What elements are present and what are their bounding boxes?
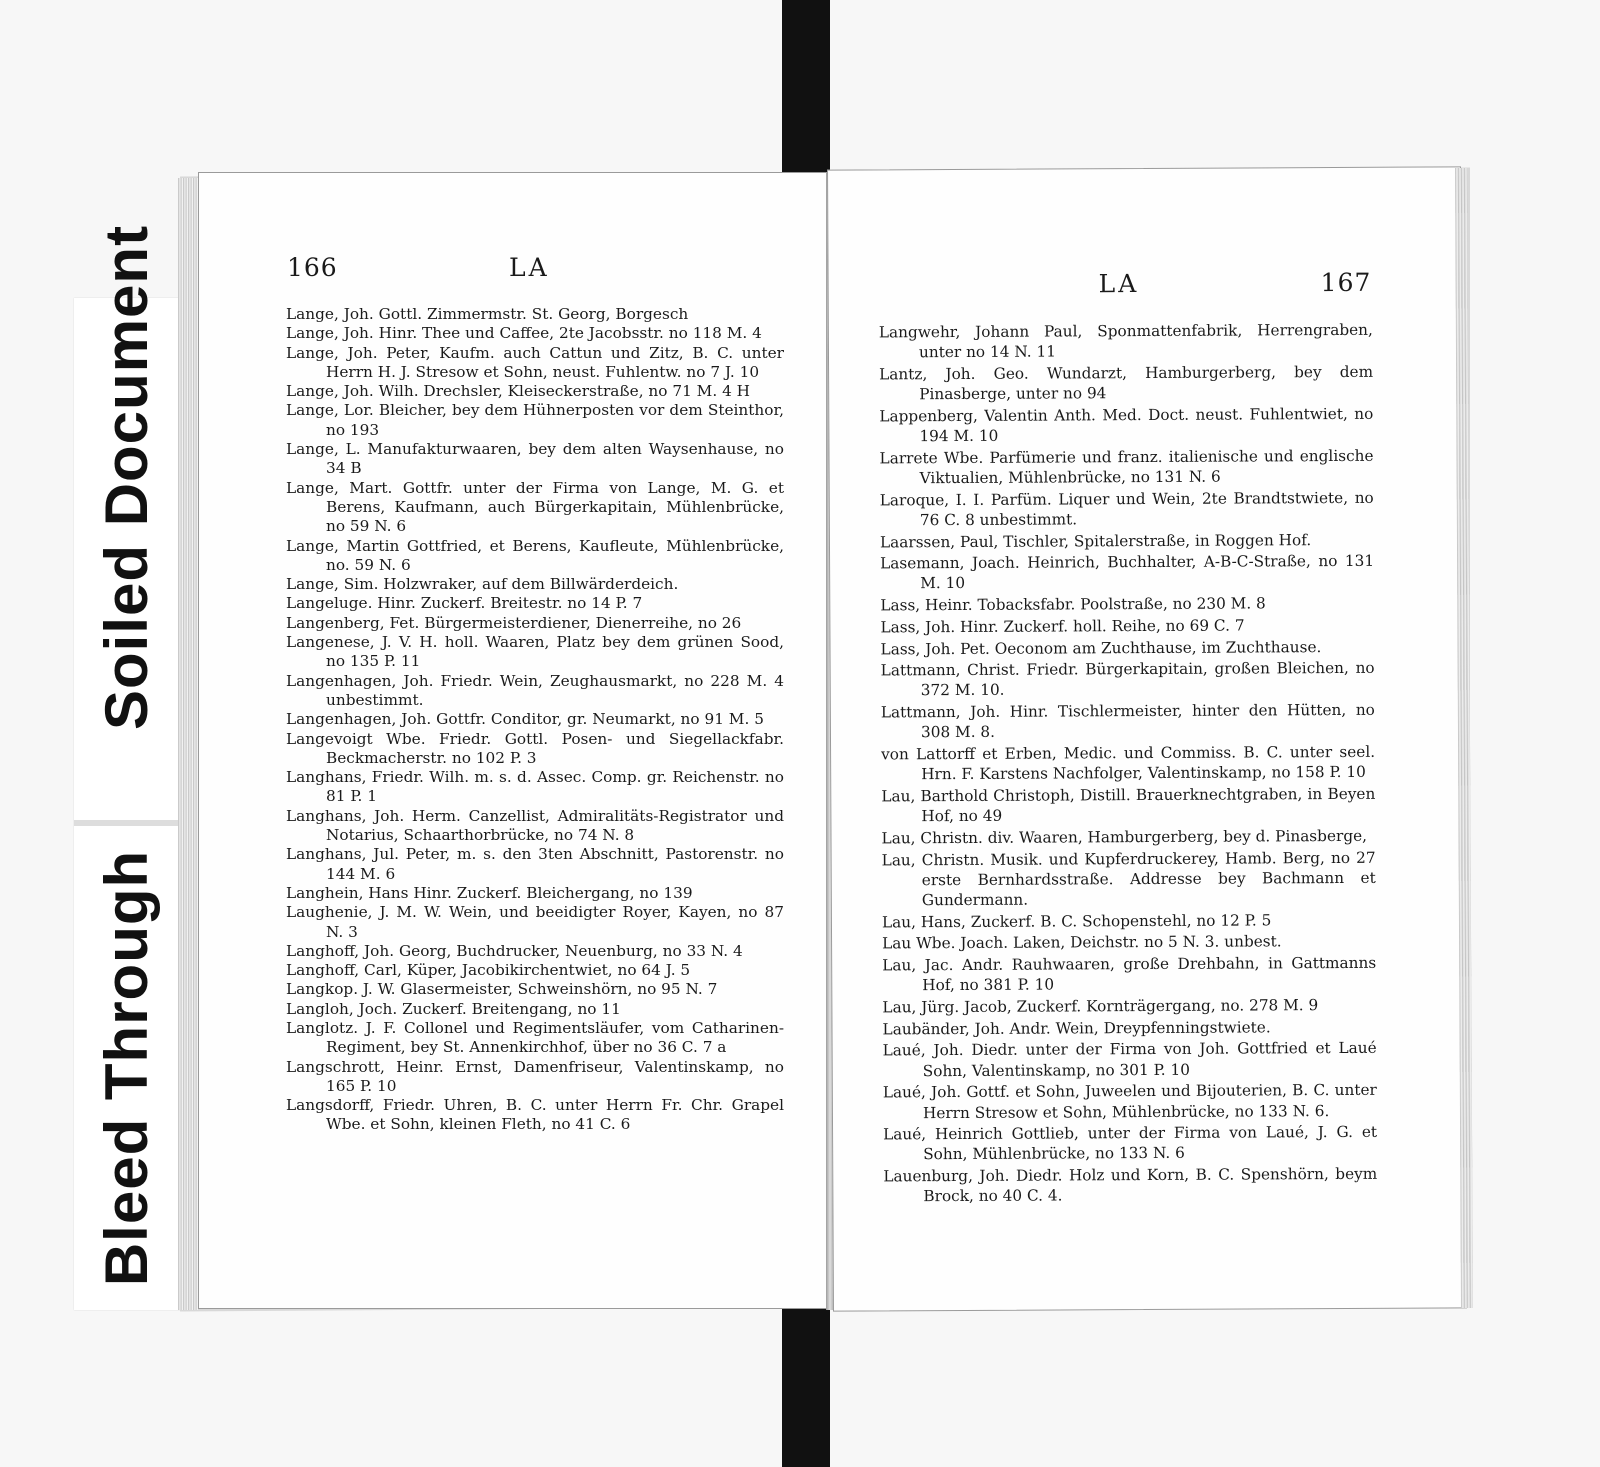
- directory-entry: Lange, Joh. Gottl. Zimmermstr. St. Georg, Borgesch: [286, 305, 689, 323]
- directory-entry: Langhans, Joh. Herm. Canzellist, Admiralitäts-Registrator und Notarius, Schaarthorbrücke, no 74 N. 8: [286, 806, 784, 845]
- binding-clip-bottom: [782, 1290, 830, 1467]
- directory-entry: Laué, Joh. Gottf. et Sohn, Juweelen und Bijouterien, B. C. unter Herrn Stresow et Sohn, Mühlenbrücke, no 133 N. 6.: [882, 1081, 1377, 1122]
- left-page-number: 166: [287, 253, 338, 282]
- directory-entry: Laubänder, Joh. Andr. Wein, Dreypfenningstwiete.: [882, 1018, 1271, 1039]
- directory-entry: Langsdorff, Friedr. Uhren, B. C. unter Herrn Fr. Chr. Grapel Wbe. et Sohn, kleinen Fleth, no 41 C. 6: [286, 1096, 784, 1134]
- directory-entry: Lau, Christn. Musik. und Kupferdruckerey, Hamb. Berg, no 27 erste Bernhardsstraße. Addresse bey Bachmann et Gundermann.: [881, 848, 1376, 910]
- directory-entry: Lattmann, Joh. Hinr. Tischlermeister, hinter den Hütten, no 308 M. 8.: [880, 700, 1375, 742]
- right-page-header: LA: [1098, 269, 1140, 299]
- left-entries: [286, 305, 784, 1135]
- directory-entry: Laarssen, Paul, Tischler, Spitalerstraße, in Roggen Hof.: [879, 530, 1312, 551]
- directory-entry: Lantz, Joh. Geo. Wundarzt, Hamburgerberg, bey dem Pinasberge, unter no 94: [879, 362, 1374, 404]
- directory-entry: von Lattorff et Erben, Medic. und Commiss. B. C. unter seel. Hrn. F. Karstens Nachfolger, Valentinskamp, no 158 P. 10: [881, 742, 1376, 784]
- directory-entry: Lange, Joh. Hinr. Thee und Caffee, 2te Jacobsstr. no 118 M. 4: [286, 324, 762, 343]
- directory-entry: Laughenie, J. M. W. Wein, und beeidigter Royer, Kayen, no 87 N. 3: [286, 903, 784, 941]
- directory-entry: Lange, L. Manufakturwaaren, bey dem alten Waysenhause, no 34 B: [286, 440, 784, 478]
- directory-entry: Langhoff, Carl, Küper, Jacobikirchentwiet, no 64 J. 5: [286, 961, 691, 980]
- directory-entry: Langeluge. Hinr. Zuckerf. Breitestr. no 14 P. 7: [286, 594, 643, 613]
- directory-entry: Lau, Barthold Christoph, Distill. Brauerknechtgraben, in Beyen Hof, no 49: [881, 784, 1376, 826]
- directory-entry: Lau, Jac. Andr. Rauhwaaren, große Drehbahn, in Gattmanns Hof, no 381 P. 10: [882, 953, 1377, 995]
- directory-entry: Langhein, Hans Hinr. Zuckerf. Bleichergang, no 139: [286, 883, 693, 902]
- directory-entry: Lange, Joh. Wilh. Drechsler, Kleiseckerstraße, no 71 M. 4 H: [286, 382, 751, 401]
- directory-entry: Lauenburg, Joh. Diedr. Holz und Korn, B. C. Spenshörn, beym Brock, no 40 C. 4.: [883, 1164, 1378, 1206]
- directory-entry: Langevoigt Wbe. Friedr. Gottl. Posen- und Siegellackfabr. Beckmacherstr. no 102 P. 3: [286, 729, 784, 767]
- directory-entry: Lau, Christn. div. Waaren, Hamburgerberg, bey d. Pinasberge,: [881, 826, 1368, 848]
- bleed-through-label: Bleed Through: [93, 849, 160, 1287]
- directory-entry: Langenese, J. V. H. holl. Waaren, Platz bey dem grünen Sood, no 135 P. 11: [286, 633, 784, 671]
- directory-entry: Lange, Mart. Gottfr. unter der Firma von Lange, M. G. et Berens, Kaufmann, auch Bürgerkapitain, Mühlenbrücke, no 59 N. 6: [286, 478, 784, 536]
- directory-entry: Lau Wbe. Joach. Laken, Deichstr. no 5 N. 3. unbest.: [882, 932, 1282, 953]
- directory-entry: Lau, Jürg. Jacob, Zuckerf. Kornträgergang, no. 278 M. 9: [882, 996, 1319, 1017]
- left-page: [198, 172, 830, 1309]
- directory-entry: Laroque, I. I. Parfüm. Liquer und Wein, 2te Brandtstwiete, no 76 C. 8 unbestimmt.: [879, 488, 1374, 530]
- directory-entry: Lange, Martin Gottfried, et Berens, Kaufleute, Mühlenbrücke, no. 59 N. 6: [286, 536, 784, 574]
- directory-entry: Lass, Heinr. Tobacksfabr. Poolstraße, no 230 M. 8: [880, 594, 1266, 615]
- binding-clip-top: [782, 0, 830, 178]
- directory-entry: Langkop. J. W. Glasermeister, Schweinshörn, no 95 N. 7: [286, 980, 718, 999]
- side-label-strip: [74, 224, 186, 1310]
- directory-entry: Langenhagen, Joh. Gottfr. Conditor, gr. Neumarkt, no 91 M. 5: [286, 710, 764, 729]
- directory-entry: Langenhagen, Joh. Friedr. Wein, Zeughausmarkt, no 228 M. 4 unbestimmt.: [286, 671, 784, 709]
- directory-entry: Lau, Hans, Zuckerf. B. C. Schopenstehl, no 12 P. 5: [881, 911, 1272, 932]
- directory-entry: Langlotz. J. F. Collonel und Regimentsläufer, vom Catharinen-Regiment, bey St. Annenkirchhof, über no 36 C. 7 a: [286, 1018, 784, 1057]
- directory-entry: Langloh, Joch. Zuckerf. Breitengang, no 11: [286, 999, 621, 1018]
- directory-entry: Langhans, Jul. Peter, m. s. den 3ten Abschnitt, Pastorenstr. no 144 M. 6: [286, 845, 784, 883]
- directory-entry: Langhans, Friedr. Wilh. m. s. d. Assec. Comp. gr. Reichenstr. no 81 P. 1: [286, 768, 784, 806]
- directory-entry: Langwehr, Johann Paul, Sponmattenfabrik, Herrengraben, unter no 14 N. 11: [878, 320, 1373, 362]
- directory-entry: Laué, Joh. Diedr. unter der Firma von Joh. Gottfried et Laué Sohn, Valentinskamp, no 301 P. 10: [882, 1039, 1377, 1080]
- directory-entry: Lass, Joh. Hinr. Zuckerf. holl. Reihe, no 69 C. 7: [880, 616, 1245, 637]
- right-page: [827, 166, 1467, 1311]
- right-entries: [879, 320, 1378, 1209]
- directory-entry: Laué, Heinrich Gottlieb, unter der Firma von Laué, J. G. et Sohn, Mühlenbrücke, no 133 N. 6: [883, 1123, 1378, 1164]
- soiled-document-label: Soiled Document: [93, 224, 160, 730]
- directory-entry: Langschrott, Heinr. Ernst, Damenfriseur, Valentinskamp, no 165 P. 10: [286, 1057, 784, 1095]
- right-page-number: 167: [1320, 267, 1372, 298]
- directory-entry: Lappenberg, Valentin Anth. Med. Doct. neust. Fuhlentwiet, no 194 M. 10: [879, 404, 1374, 446]
- directory-entry: Larrete Wbe. Parfümerie und franz. italienische und englische Viktualien, Mühlenbrücke, no 131 N. 6: [879, 446, 1374, 488]
- directory-entry: Lass, Joh. Pet. Oeconom am Zuchthause, im Zuchthause.: [880, 637, 1322, 658]
- directory-entry: Lange, Lor. Bleicher, bey dem Hühnerposten vor dem Steinthor, no 193: [286, 401, 784, 439]
- directory-entry: Lange, Sim. Holzwraker, auf dem Billwärderdeich.: [286, 575, 679, 594]
- directory-entry: Lattmann, Christ. Friedr. Bürgerkapitain, großen Bleichen, no 372 M. 10.: [880, 659, 1375, 700]
- directory-entry: Langhoff, Joh. Georg, Buchdrucker, Neuenburg, no 33 N. 4: [286, 941, 743, 960]
- directory-entry: Lasemann, Joach. Heinrich, Buchhalter, A-B-C-Straße, no 131 M. 10: [880, 552, 1375, 593]
- directory-entry: Langenberg, Fet. Bürgermeisterdiener, Dienerreihe, no 26: [286, 613, 742, 632]
- left-page-header: LA: [509, 253, 550, 282]
- directory-entry: Lange, Joh. Peter, Kaufm. auch Cattun und Zitz, B. C. unter Herrn H. J. Stresow et Sohn, neust. Fuhlentw. no 7 J. 10: [286, 343, 784, 381]
- page-edges: [178, 178, 198, 1310]
- label-divider: [74, 820, 186, 826]
